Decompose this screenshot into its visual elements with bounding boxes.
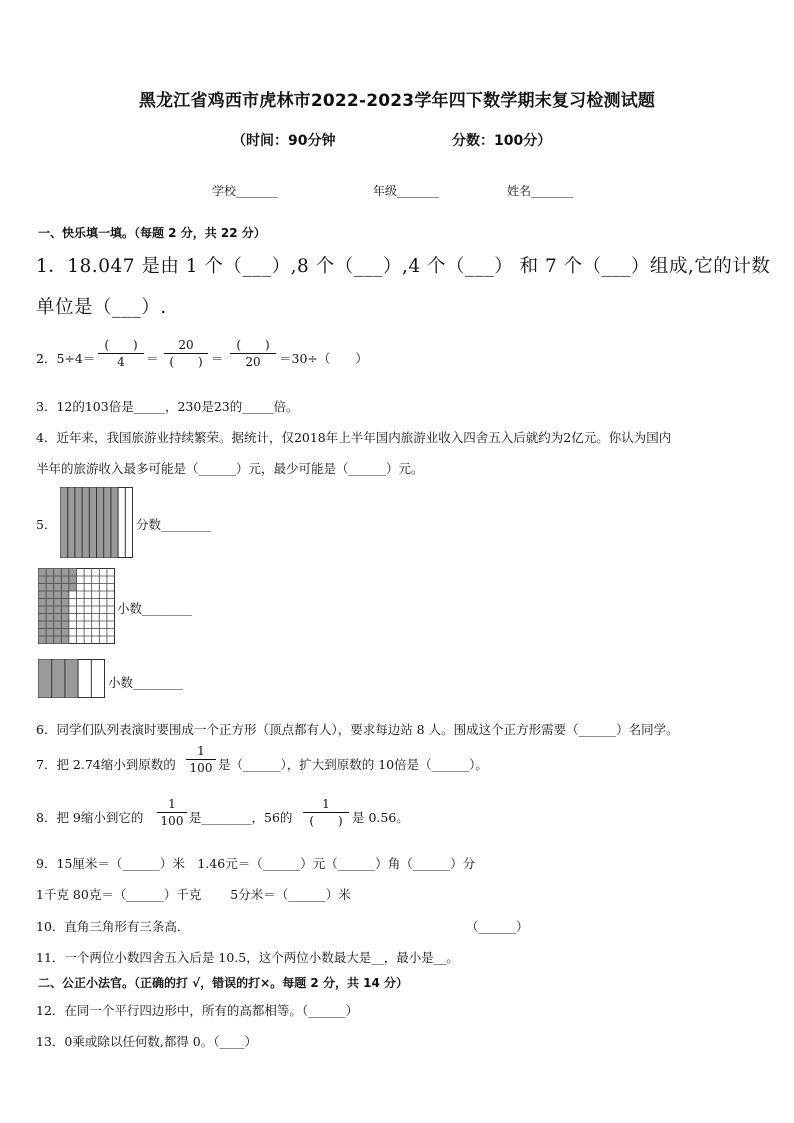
question-2-fraction-3 — [230, 337, 276, 370]
exam-score: 分数：100分） — [452, 133, 552, 149]
question-9-line-2: 1千克 80克＝（______）千克 5分米＝（______）米 — [36, 887, 351, 902]
question-7-suffix: 是（______），扩大到原数的 10倍是（______）。 — [218, 757, 488, 772]
school-field: 学校_______ — [212, 184, 279, 198]
fraction-denominator: 20 — [245, 355, 261, 369]
question-2-prefix: 2．5÷4＝ — [36, 351, 96, 366]
question-9-line-1: 9．15厘米＝（______）米 1.46元＝（______）元（______）角（______）分 — [36, 856, 476, 871]
question-13: 13．0乘或除以任何数,都得 0。（____） — [36, 1034, 258, 1049]
decimal-answer-line-2: 小数________ — [108, 675, 184, 690]
question-8-fraction-1 — [157, 796, 187, 829]
question-6: 6．同学们队列表演时要围成一个正方形（顶点都有人），要求每边站 8 人。围成这个正方形需要（______）名同学。 — [36, 722, 679, 737]
question-8-fraction-2 — [303, 796, 349, 829]
question-12: 12．在同一个平行四边形中，所有的高都相等。（______） — [36, 1003, 359, 1018]
fraction-numerator: 1 — [197, 744, 205, 758]
exam-time: （时间：90分钟 — [232, 133, 336, 149]
equals-sign: ＝ — [211, 351, 224, 366]
question-1-line-1: 1．18.047 是由 1 个（___）,8 个（___）,4 个（___） 和 7 个（___）组成,它的计数 — [36, 256, 771, 277]
fraction-numerator: 1 — [322, 797, 330, 811]
question-11: 11．一个两位小数四舍五入后是 10.5，这个两位小数最大是__，最小是__。 — [36, 950, 459, 965]
decimal-answer-line-1: 小数________ — [117, 601, 193, 616]
fraction-numerator: 20 — [178, 338, 194, 352]
question-2-fraction-1 — [98, 337, 144, 370]
question-7-fraction — [186, 743, 216, 776]
exam-title: 黑龙江省鸡西市虎林市2022-2023学年四下数学期末复习检测试题 — [138, 91, 656, 111]
question-4-line-2: 半年的旅游收入最多可能是（______）元，最少可能是（______）元。 — [36, 461, 424, 476]
fraction-numerator: ( ) — [104, 338, 138, 352]
question-4-line-1: 4．近年来，我国旅游业持续繁荣。据统计，仅2018年上半年国内旅游业收入四舍五入后就约为2亿元。你认为国内 — [36, 430, 672, 445]
question-8-middle: 是________，56的 — [189, 810, 293, 825]
fraction-denominator: 100 — [189, 761, 213, 775]
ten-column-figure — [60, 487, 134, 558]
section-1-heading: 一、快乐填一填。（每题 2 分，共 22 分） — [38, 226, 266, 240]
fraction-answer-line: 分数________ — [136, 517, 212, 532]
question-8-suffix: 是 0.56。 — [352, 810, 409, 825]
name-field: 姓名_______ — [507, 184, 574, 198]
fraction-denominator: ( ) — [309, 814, 343, 828]
fraction-denominator: 100 — [160, 814, 184, 828]
question-7-prefix: 7．把 2.74缩小到原数的 — [36, 757, 176, 772]
fraction-numerator: 1 — [168, 797, 176, 811]
hundred-grid-figure — [38, 568, 116, 645]
equals-sign: ＝ — [146, 351, 159, 366]
question-10-answer-blank: （______） — [466, 919, 529, 934]
grade-field: 年级_______ — [373, 184, 440, 198]
question-2-fraction-2 — [164, 337, 208, 370]
section-2-heading: 二、公正小法官。（正确的打 √，错误的打×。每题 2 分，共 14 分） — [38, 976, 408, 990]
fraction-denominator: 4 — [117, 355, 125, 369]
question-8-prefix: 8．把 9缩小到它的 — [36, 810, 144, 825]
five-column-figure — [38, 659, 106, 699]
question-1-line-2: 单位是（___）. — [36, 297, 167, 318]
question-5-number: 5． — [36, 517, 57, 532]
question-3: 3．12的103倍是_____，230是23的_____倍。 — [36, 399, 299, 414]
fraction-numerator: ( ) — [236, 338, 270, 352]
fraction-denominator: ( ) — [169, 355, 203, 369]
question-2-suffix: ＝30÷（ ） — [279, 351, 368, 366]
question-10: 10．直角三角形有三条高． — [36, 919, 190, 934]
